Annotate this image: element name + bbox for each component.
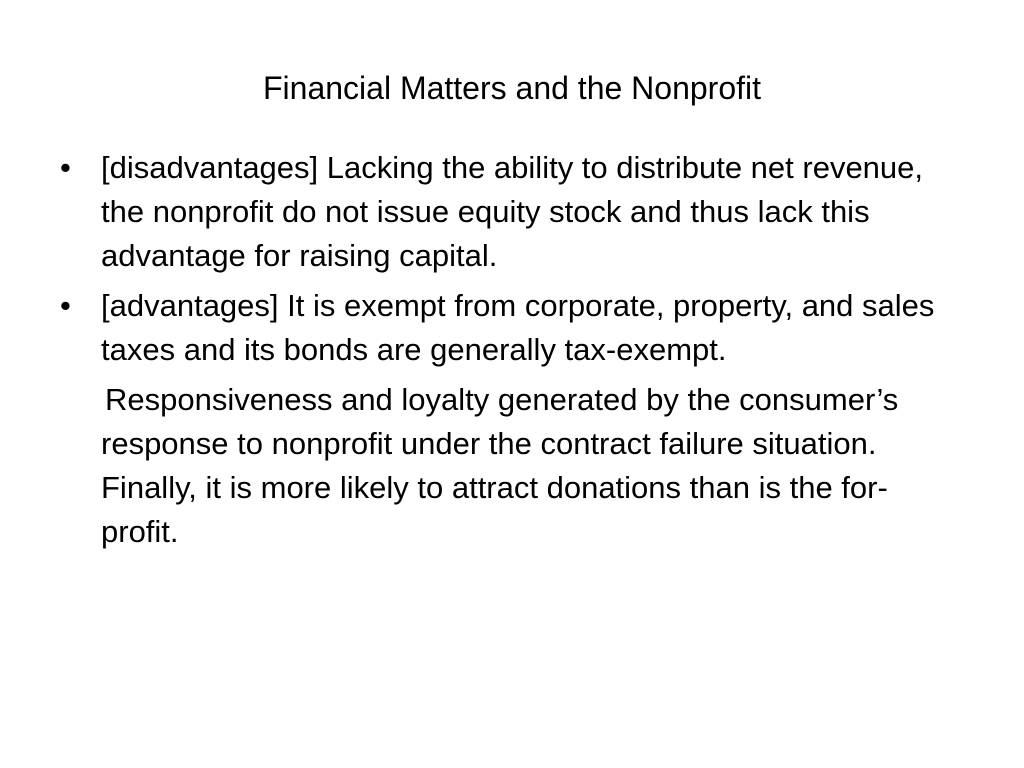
bullet-text-advantages: [advantages] It is exempt from corporate, property, and sales taxes and its bonds are generally tax-exempt. [101,288,935,367]
slide-body [60,146,960,554]
slide-title: Financial Matters and the Nonprofit [262,70,762,106]
bullet-advantages [60,284,960,372]
bullet-marker: • [60,150,71,185]
bullet-marker: • [60,288,71,323]
bullet-disadvantages [60,146,960,278]
bullet-text-disadvantages: [disadvantages] Lacking the ability to distribute net revenue, the nonprofit do not issue equity stock and thus lack this advantage for raising capital. [101,150,924,273]
continuation-paragraph: Responsiveness and loyalty generated by the consumer’s response to nonprofit under the contract failure situation. Finally, it is more likely to attract donations than is the for-profit. [101,382,899,549]
